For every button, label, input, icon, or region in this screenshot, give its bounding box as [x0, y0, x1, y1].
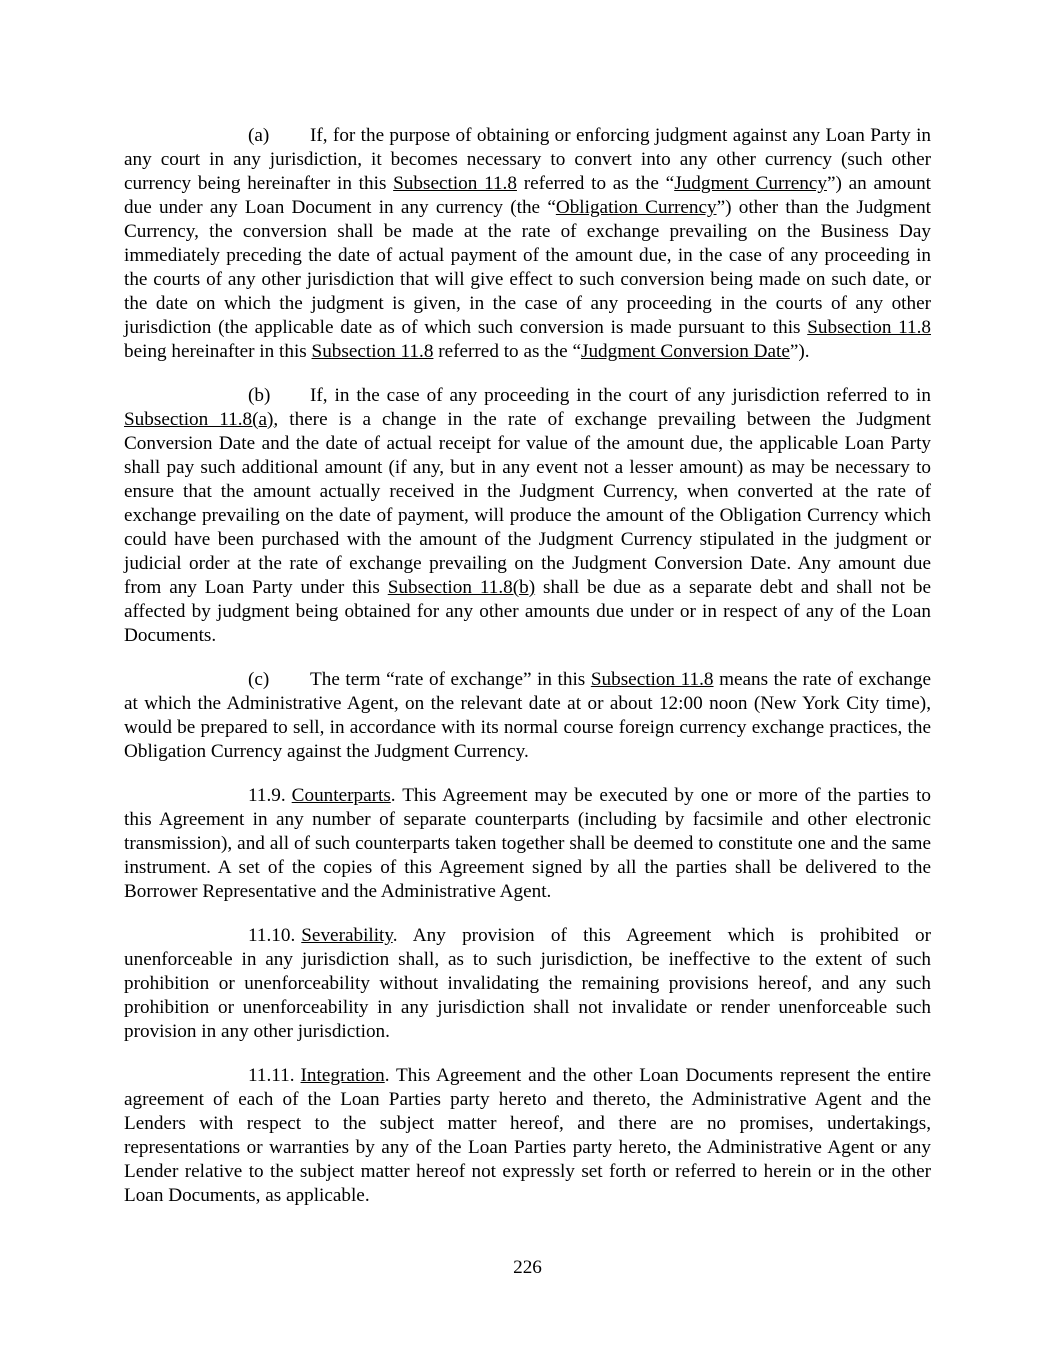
- paragraph-text: If, for the purpose of obtaining or enforcing judgment against any Loan Party in any court in any jurisdiction, it becomes necessary to convert into any other currency (such other currency being hereinafter in this: [124, 125, 931, 194]
- page-number: 226: [513, 1257, 542, 1278]
- paragraph-text: . This Agreement and the other Loan Documents represent the entire agreement of each of the Loan Parties party hereto and thereto, the Administrative Agent and the Lenders with respect to the subject matter hereof, and there are no promises, undertakings, representations or warranties by any of the Loan Parties party hereto, the Administrative Agent or any Lender relative to the subject matter hereof not expressly set forth or referred to herein or in the other Loan Documents, as applicable.: [124, 1065, 931, 1206]
- paragraph-text: means the rate of exchange at which the Administrative Agent, on the relevant date at or about 12:00 noon (New York City time), would be prepared to sell, in accordance with its normal course foreign currency exchange practices, the Obligation Currency against the Judgment Currency.: [124, 669, 932, 762]
- section-heading: Integration: [300, 1065, 385, 1086]
- paragraph-11-8-a: [124, 124, 931, 364]
- cross-reference: Subsection 11.8(a): [124, 409, 274, 430]
- clause-number: (a): [248, 125, 270, 146]
- paragraph-text: ”) an amount due under any Loan Document in any currency (the “: [124, 173, 931, 218]
- paragraph-text: being hereinafter in this: [124, 341, 312, 362]
- clause-number: (c): [248, 669, 270, 690]
- section-11-9-counterparts: [124, 784, 931, 904]
- section-heading: Counterparts: [291, 785, 391, 806]
- paragraph-text: ”).: [789, 341, 810, 362]
- section-11-10-severability: [124, 924, 931, 1044]
- section-number: 11.9.: [248, 785, 286, 806]
- paragraph-11-8-c: [124, 668, 931, 764]
- defined-term: Obligation Currency: [555, 197, 717, 218]
- section-number: 11.10.: [248, 925, 296, 946]
- paragraph-text: . This Agreement may be executed by one or more of the parties to this Agreement in any number of separate counterparts (including by facsimile and other electronic transmission), and all of such counterparts taken together shall be deemed to constitute one and the same instrument. A set of the copies of this Agreement signed by all the parties shall be delivered to the Borrower Representative and the Administrative Agent.: [124, 785, 931, 902]
- section-heading: Severability: [301, 925, 393, 946]
- defined-term: Judgment Conversion Date: [580, 341, 790, 362]
- clause-number: (b): [248, 385, 271, 406]
- defined-term: Judgment Currency: [674, 173, 827, 194]
- cross-reference: Subsection 11.8: [311, 341, 434, 362]
- section-11-11-integration: [124, 1064, 931, 1208]
- cross-reference: Subsection 11.8: [807, 317, 931, 338]
- document-page: [124, 124, 931, 1228]
- paragraph-text: referred to as the “: [433, 341, 581, 362]
- paragraph-text: The term “rate of exchange” in this: [310, 669, 591, 690]
- section-number: 11.11.: [248, 1065, 295, 1086]
- paragraph-text: If, in the case of any proceeding in the court of any jurisdiction referred to in: [310, 385, 931, 406]
- paragraph-text: referred to as the “: [516, 173, 675, 194]
- paragraph-text: , there is a change in the rate of exchange prevailing between the Judgment Conversion Date and the date of actual receipt for value of the amount due, the applicable Loan Party shall pay such additional amount (if any, but in any event not a lesser amount) as may be necessary to ensure that the amount actually received in the Judgment Currency, when converted at the rate of exchange prevailing on the date of payment, will produce the amount of the Obligation Currency which could have been purchased with the amount of the Judgment Currency stipulated in the judgment or judicial order at the rate of exchange prevailing on the Judgment Conversion Date. Any amount due from any Loan Party under this: [124, 409, 931, 598]
- paragraph-11-8-b: [124, 384, 931, 648]
- cross-reference: Subsection 11.8: [590, 669, 714, 690]
- cross-reference: Subsection 11.8: [393, 173, 517, 194]
- paragraph-text: ”) other than the Judgment Currency, the conversion shall be made at the rate of exchange prevailing on the Business Day immediately preceding the date of actual payment of the amount due, in the case of any proceeding in the courts of any other jurisdiction that will give effect to such conversion being made on such date, or the date on which the judgment is given, in the case of any proceeding in the courts of any other jurisdiction (the applicable date as of which such conversion is made pursuant to this: [124, 197, 932, 338]
- cross-reference: Subsection 11.8(b): [387, 577, 536, 598]
- paragraph-text: . Any provision of this Agreement which is prohibited or unenforceable in any jurisdiction shall, as to such jurisdiction, be ineffective to the extent of such prohibition or unenforceability without invalidating the remaining provisions hereof, and any such prohibition or unenforceability in any jurisdiction shall not invalidate or render unenforceable such provision in any other jurisdiction.: [124, 925, 931, 1042]
- paragraph-text: shall be due as a separate debt and shall not be affected by judgment being obtained for any other amounts due under or in respect of any of the Loan Documents.: [124, 577, 931, 646]
